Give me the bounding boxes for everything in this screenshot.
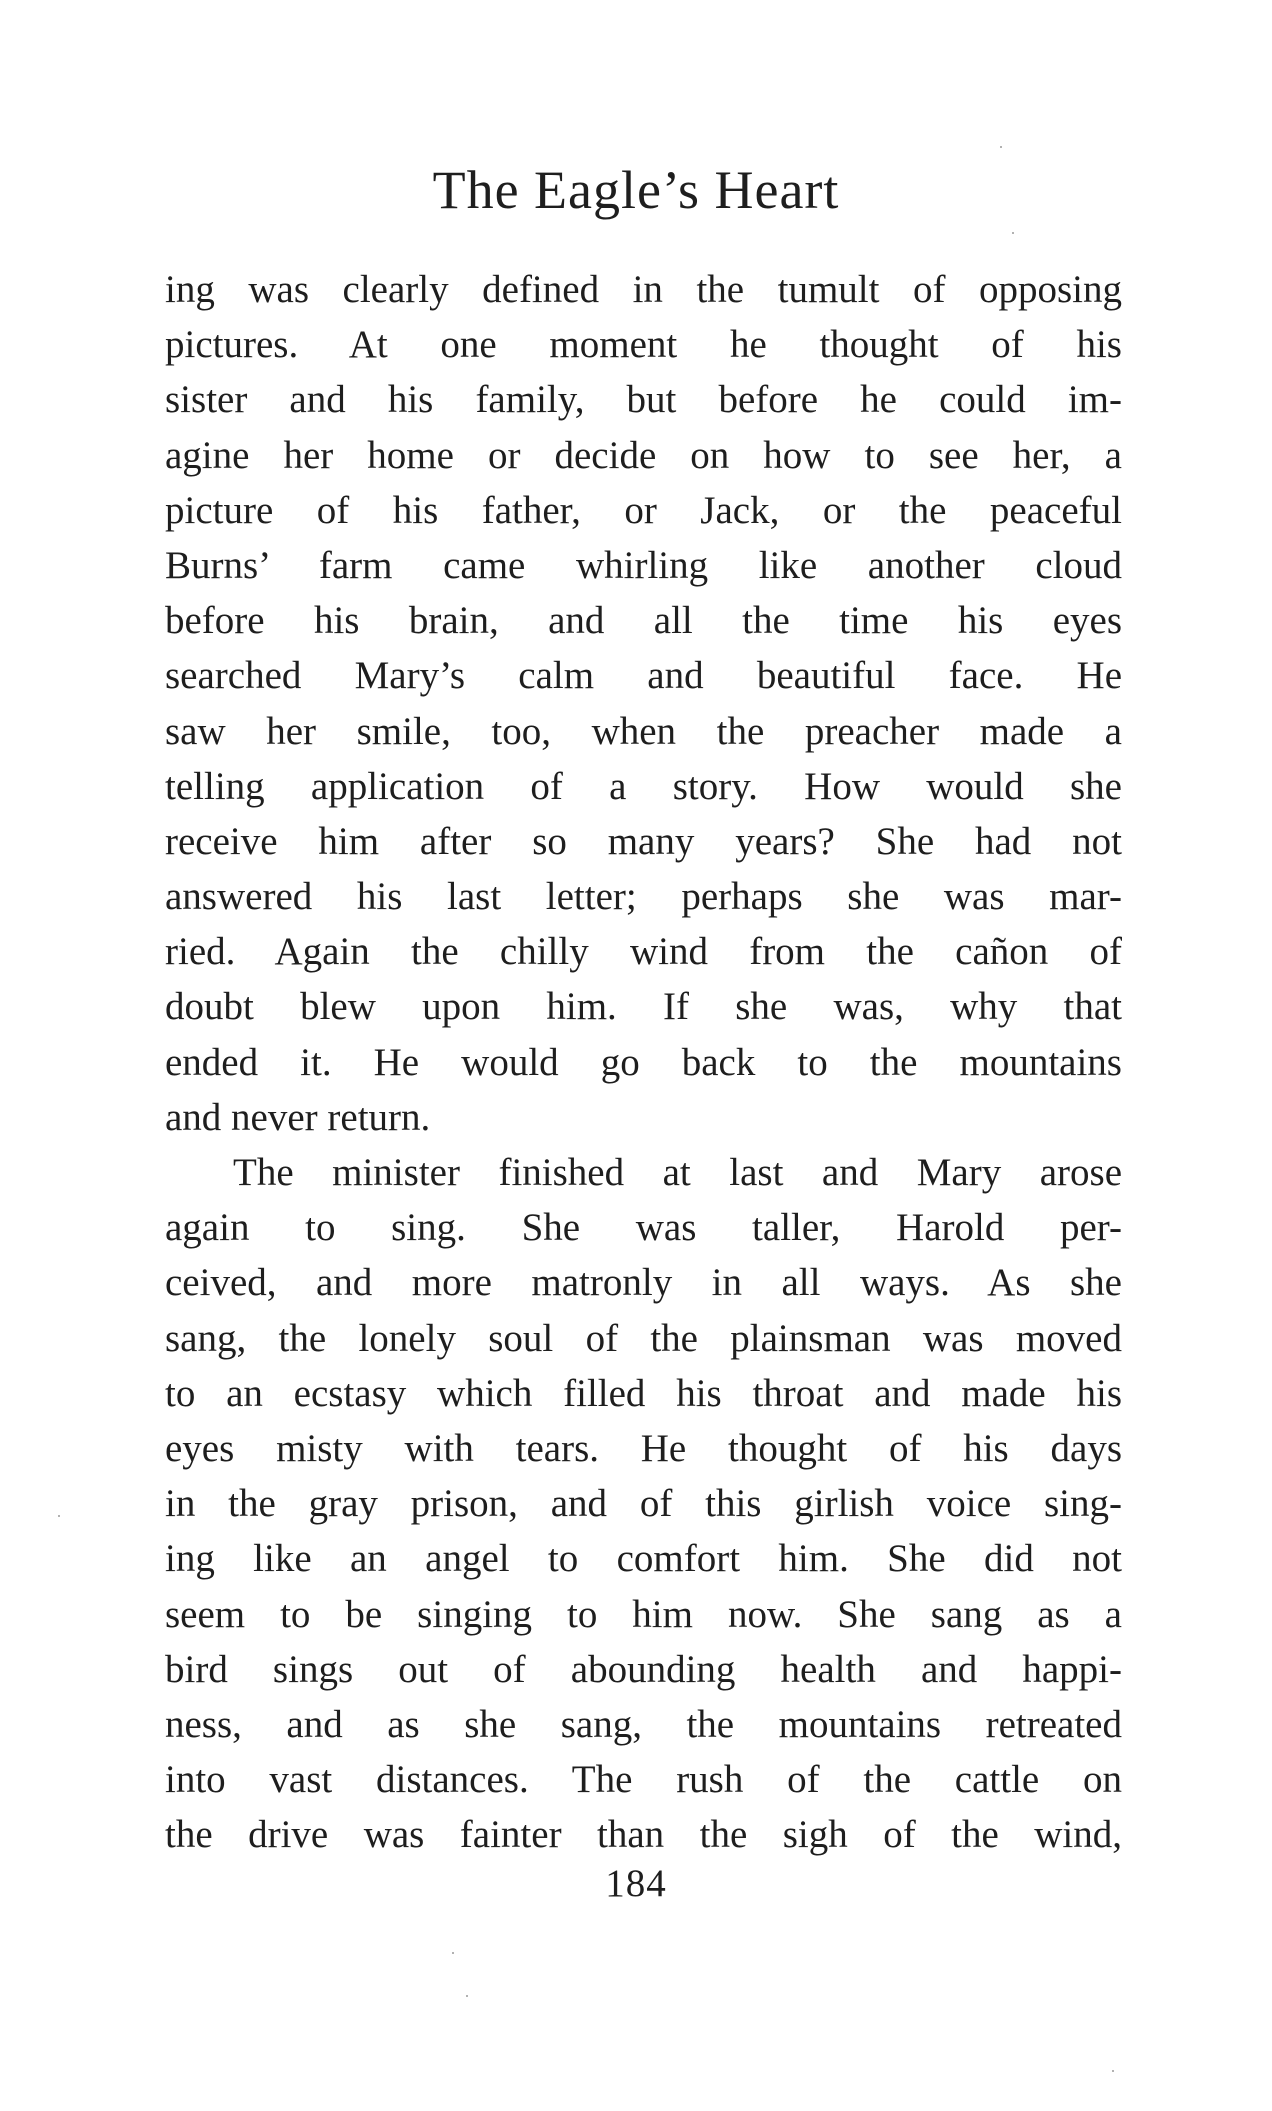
text-line: The minister finished at last and Mary arose bbox=[233, 1151, 1122, 1194]
running-head: The Eagle’s Heart bbox=[432, 160, 840, 220]
text-line: seem to be singing to him now. She sang as a bbox=[165, 1592, 1122, 1636]
paper-speck bbox=[1112, 2070, 1114, 2072]
text-line: Burns’ farm came whirling like another cloud bbox=[165, 543, 1122, 587]
paper-speck bbox=[466, 1995, 468, 1997]
text-line: and never return. bbox=[165, 1095, 431, 1139]
text-line: telling application of a story. How would she bbox=[165, 764, 1122, 808]
text-line: saw her smile, too, when the preacher made a bbox=[165, 709, 1122, 753]
paragraph bbox=[165, 1145, 1122, 1862]
text-line: to an ecstasy which filled his throat and made his bbox=[165, 1371, 1122, 1415]
text-line: answered his last letter; perhaps she was mar- bbox=[165, 875, 1122, 919]
text-line: receive him after so many years? She had not bbox=[165, 819, 1122, 863]
paper-speck bbox=[1012, 232, 1014, 234]
text-line: eyes misty with tears. He thought of his days bbox=[165, 1426, 1122, 1470]
text-line: agine her home or decide on how to see her, a bbox=[165, 433, 1122, 477]
text-line: before his brain, and all the time his eyes bbox=[165, 599, 1122, 643]
text-line: into vast distances. The rush of the cattle on bbox=[165, 1758, 1122, 1802]
paper-speck bbox=[452, 1952, 454, 1954]
text-line: bird sings out of abounding health and happi- bbox=[165, 1647, 1122, 1691]
text-line: ing like an angel to comfort him. She did not bbox=[165, 1537, 1122, 1581]
text-line: doubt blew upon him. If she was, why that bbox=[165, 985, 1122, 1029]
text-line: pictures. At one moment he thought of his bbox=[165, 323, 1122, 367]
text-line: ing was clearly defined in the tumult of opposing bbox=[165, 268, 1122, 311]
text-line: ried. Again the chilly wind from the cañon of bbox=[165, 930, 1122, 974]
text-line: the drive was fainter than the sigh of the wind, bbox=[165, 1813, 1122, 1857]
text-line: sister and his family, but before he could im- bbox=[165, 378, 1122, 422]
paper-speck bbox=[1000, 146, 1002, 148]
text-line: sang, the lonely soul of the plainsman was moved bbox=[165, 1316, 1122, 1360]
page-number: 184 bbox=[605, 1862, 667, 1905]
text-line: searched Mary’s calm and beautiful face. He bbox=[165, 654, 1122, 698]
text-line: ended it. He would go back to the mountains bbox=[165, 1040, 1122, 1084]
body-text bbox=[165, 262, 1122, 1862]
text-line: in the gray prison, and of this girlish voice sing- bbox=[165, 1482, 1122, 1526]
paragraph bbox=[165, 262, 1122, 1145]
text-line: again to sing. She was taller, Harold per- bbox=[165, 1206, 1122, 1250]
text-line: picture of his father, or Jack, or the peaceful bbox=[165, 488, 1122, 532]
text-line: ceived, and more matronly in all ways. As she bbox=[165, 1261, 1122, 1305]
text-line: ness, and as she sang, the mountains retreated bbox=[165, 1702, 1122, 1746]
paper-speck bbox=[58, 1515, 60, 1517]
